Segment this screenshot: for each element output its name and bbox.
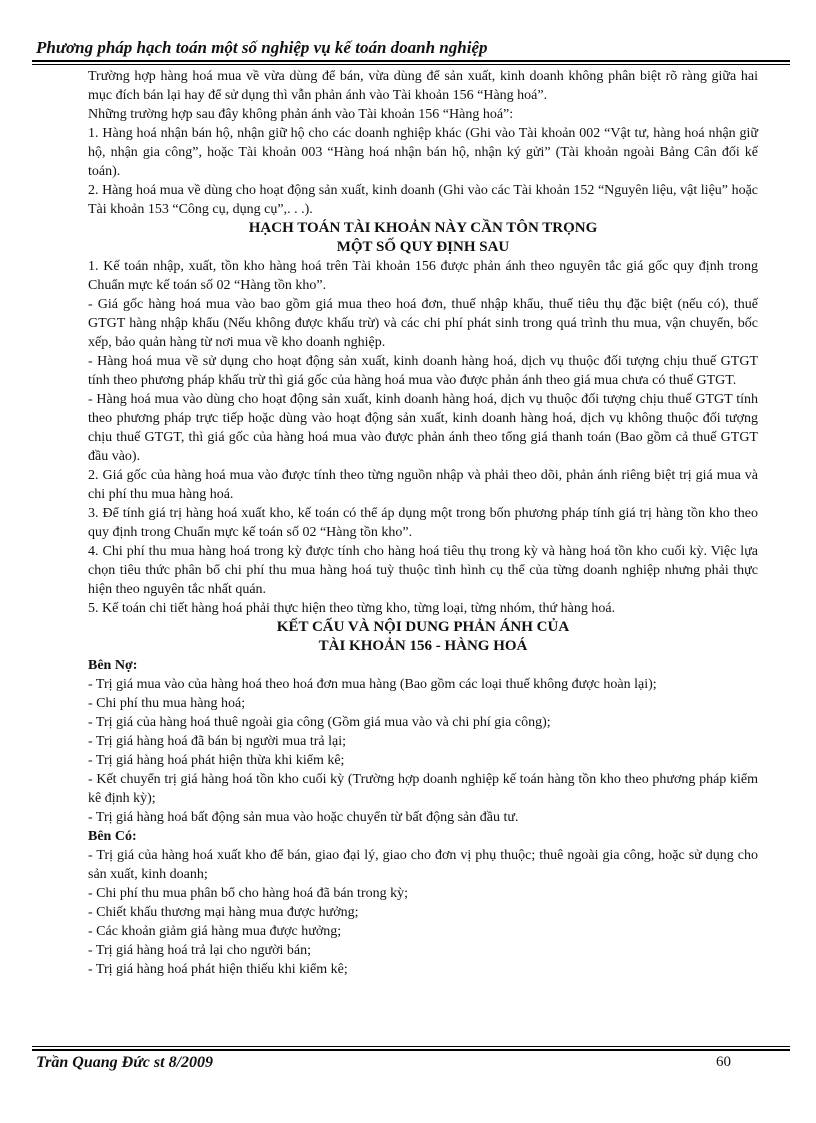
paragraph: 3. Để tính giá trị hàng hoá xuất kho, kế toán có thể áp dụng một trong bốn phương pháp tính giá trị hàng tồn kho theo quy định trong Chuẩn mực kế toán số 02 “Hàng tồn kho”.	[88, 506, 758, 540]
paragraph: Trường hợp hàng hoá mua về vừa dùng để bán, vừa dùng để sản xuất, kinh doanh không phân biệt rõ ràng giữa hai mục đích bán lại hay để sử dụng thì vẫn phản ánh vào Tài khoản 156 “Hàng hoá”.	[88, 69, 758, 103]
paragraph: 4. Chi phí thu mua hàng hoá trong kỳ được tính cho hàng hoá tiêu thụ trong kỳ và hàng hoá tồn kho cuối kỳ. Việc lựa chọn tiêu thức phân bổ chi phí thu mua hàng hoá tuỳ thuộc tình hình cụ thể của từng doanh nghiệp nhưng phải thực hiện theo nguyên tắc nhất quán.	[88, 544, 758, 597]
list-item: - Trị giá hàng hoá phát hiện thừa khi kiểm kê;	[88, 753, 345, 768]
list-item: - Trị giá mua vào của hàng hoá theo hoá đơn mua hàng (Bao gồm các loại thuế không được hoàn lại);	[88, 677, 657, 692]
list-item: - Trị giá hàng hoá đã bán bị người mua trả lại;	[88, 734, 347, 749]
paragraph: - Hàng hoá mua về sử dụng cho hoạt động sản xuất, kinh doanh hàng hoá, dịch vụ thuộc đối tượng chịu thuế GTGT tính theo phương pháp khấu trừ thì giá gốc của hàng hoá mua vào được phản ánh theo giá mua chưa có thuế GTGT.	[88, 354, 758, 388]
footer-author: Trần Quang Đức st 8/2009	[36, 1054, 214, 1071]
list-item: - Trị giá của hàng hoá xuất kho để bán, giao đại lý, giao cho đơn vị phụ thuộc; thuê ngoài gia công, hoặc sử dụng cho sản xuất, kinh doanh;	[88, 848, 758, 882]
list-item: - Trị giá hàng hoá trả lại cho người bán;	[88, 943, 312, 958]
paragraph: - Giá gốc hàng hoá mua vào bao gồm giá mua theo hoá đơn, thuế nhập khẩu, thuế tiêu thụ đặc biệt (nếu có), thuế GTGT hàng nhập khẩu (Nếu không được khấu trừ) và các chi phí phát sinh trong quá trình thu mua, vận chuyển, bốc xếp, bảo quản hàng từ nơi mua về kho doanh nghiệp.	[88, 297, 758, 350]
section-heading: TÀI KHOẢN 156 - HÀNG HOÁ	[318, 638, 528, 654]
section-heading: MỘT SỐ QUY ĐỊNH SAU	[336, 239, 510, 255]
debit-label: Bên Nợ:	[88, 658, 138, 673]
list-item: - Các khoản giảm giá hàng mua được hưởng;	[88, 924, 342, 939]
header-title: Phương pháp hạch toán một số nghiệp vụ kế toán doanh nghiệp	[36, 38, 488, 57]
list-item: - Chiết khấu thương mại hàng mua được hưởng;	[88, 905, 359, 920]
list-item: - Trị giá hàng hoá phát hiện thiếu khi kiểm kê;	[88, 962, 348, 977]
list-item: - Trị giá hàng hoá bất động sản mua vào hoặc chuyển từ bất động sản đầu tư.	[88, 810, 519, 825]
page-number: 60	[716, 1054, 731, 1070]
footer-rule	[32, 1046, 790, 1051]
section-heading: HẠCH TOÁN TÀI KHOẢN NÀY CẦN TÔN TRỌNG	[248, 220, 598, 236]
paragraph: 5. Kế toán chi tiết hàng hoá phải thực hiện theo từng kho, từng loại, từng nhóm, thứ hàng hoá.	[88, 601, 616, 616]
header-rule	[32, 60, 790, 65]
paragraph: 1. Hàng hoá nhận bán hộ, nhận giữ hộ cho các doanh nghiệp khác (Ghi vào Tài khoản 002 “Vật tư, hàng hoá nhận giữ hộ, nhận gia công”, hoặc Tài khoản 003 “Hàng hoá nhận bán hộ, nhận ký gửi” (Tài khoản ngoài Bảng Cân đối kế toán).	[88, 126, 758, 179]
paragraph: 2. Giá gốc của hàng hoá mua vào được tính theo từng nguồn nhập và phải theo dõi, phản ánh riêng biệt trị giá mua và chi phí thu mua hàng hoá.	[88, 468, 758, 502]
paragraph: 2. Hàng hoá mua về dùng cho hoạt động sản xuất, kinh doanh (Ghi vào các Tài khoản 152 “Nguyên liệu, vật liệu” hoặc Tài khoản 153 “Công cụ, dụng cụ”,. . .).	[88, 183, 758, 217]
paragraph: 1. Kế toán nhập, xuất, tồn kho hàng hoá trên Tài khoản 156 được phản ánh theo nguyên tắc giá gốc quy định trong Chuẩn mực kế toán số 02 “Hàng tồn kho”.	[88, 259, 758, 293]
list-item: - Kết chuyển trị giá hàng hoá tồn kho cuối kỳ (Trường hợp doanh nghiệp kế toán hàng tồn kho theo phương pháp kiểm kê định kỳ);	[88, 772, 758, 806]
section-heading: KẾT CẤU VÀ NỘI DUNG PHẢN ÁNH CỦA	[276, 619, 570, 635]
paragraph: - Hàng hoá mua vào dùng cho hoạt động sản xuất, kinh doanh hàng hoá, dịch vụ thuộc đối tượng chịu thuế GTGT tính theo phương pháp trực tiếp hoặc dùng vào hoạt động sản xuất, kinh doanh hàng hoá, dịch vụ không thuộc đối tượng chịu thuế GTGT, thì giá gốc của hàng hoá mua vào được phản ánh theo tổng giá thanh toán (Bao gồm cả thuế GTGT đầu vào).	[88, 392, 758, 464]
list-item: - Trị giá của hàng hoá thuê ngoài gia công (Gồm giá mua vào và chi phí gia công);	[88, 715, 551, 730]
credit-label: Bên Có:	[88, 829, 137, 844]
list-item: - Chi phí thu mua hàng hoá;	[88, 696, 246, 711]
list-item: - Chi phí thu mua phân bổ cho hàng hoá đã bán trong kỳ;	[88, 886, 408, 901]
document-body	[88, 67, 758, 979]
paragraph: Những trường hợp sau đây không phản ánh vào Tài khoản 156 “Hàng hoá”:	[88, 107, 514, 122]
